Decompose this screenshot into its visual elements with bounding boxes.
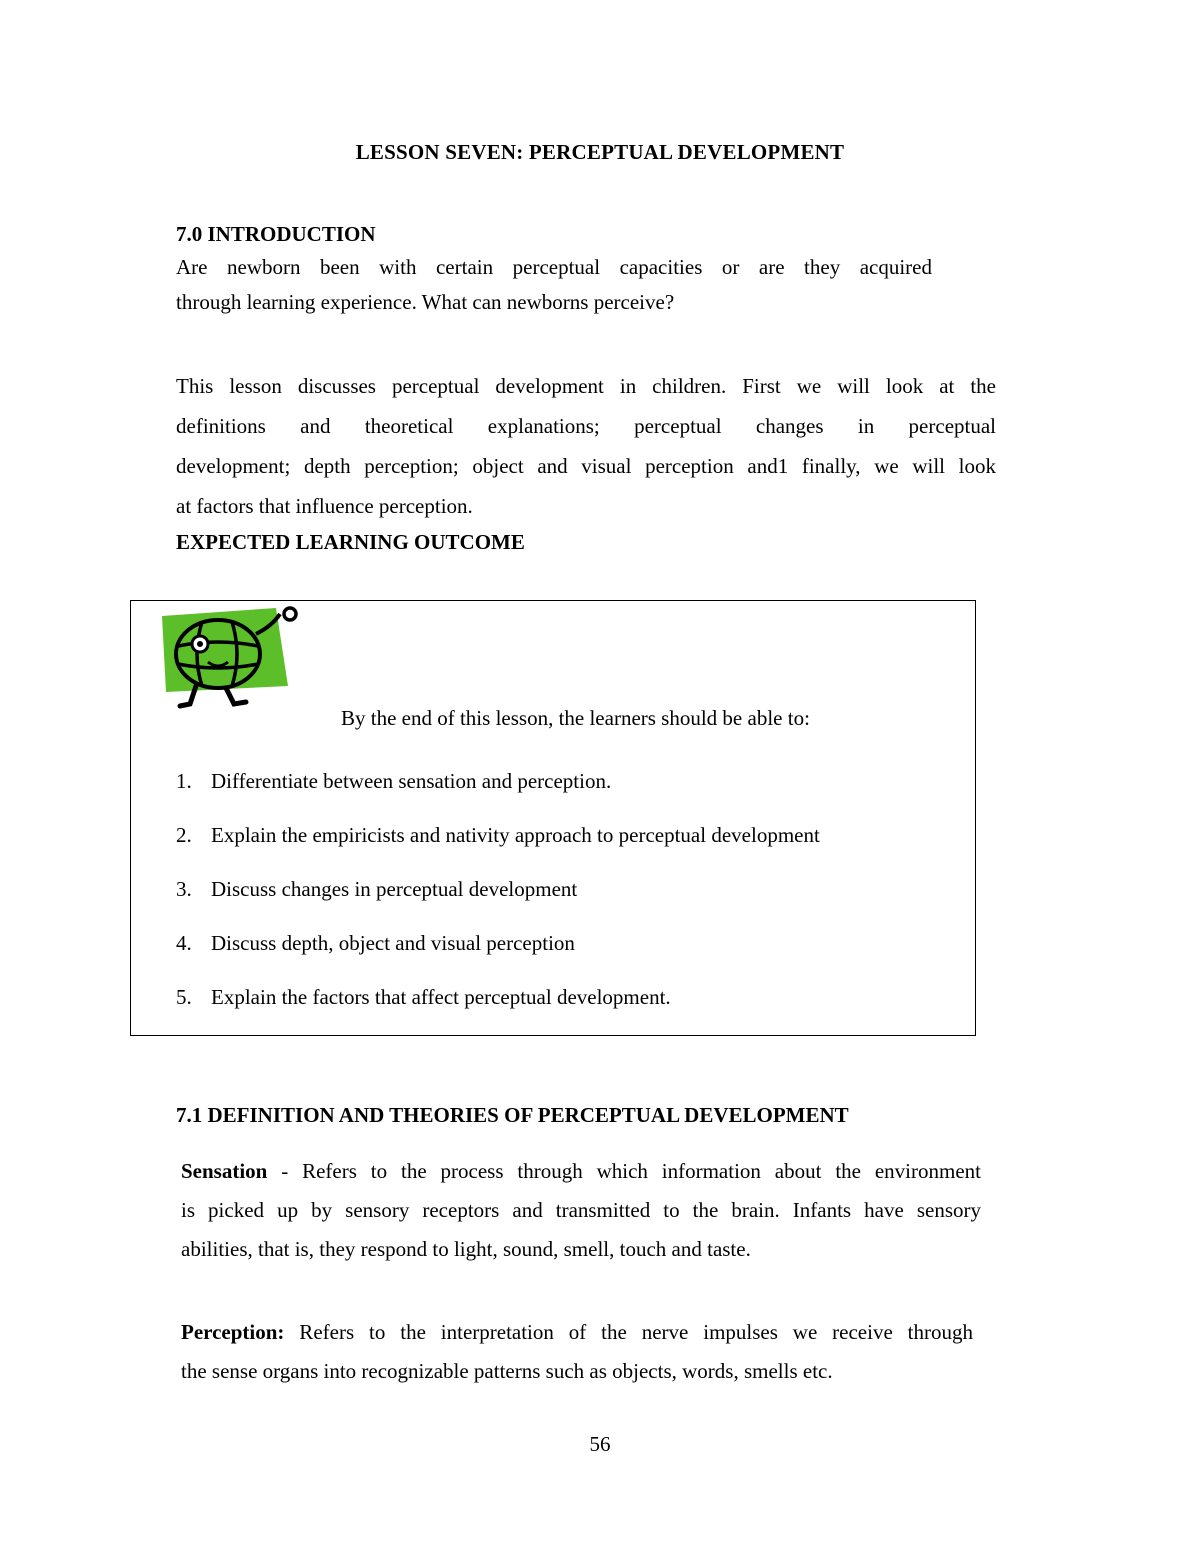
list-item [176,926,820,980]
list-text: Discuss changes in perceptual development [211,877,578,901]
sensation-line-3: abilities, that is, they respond to light, sound, smell, touch and taste. [181,1237,751,1261]
outcome-lead: By the end of this lesson, the learners should be able to: [341,706,810,730]
list-number: 1. [176,769,192,793]
list-item [176,818,820,872]
perception-line-2: the sense organs into recognizable patterns such as objects, words, smells etc. [181,1359,833,1383]
globe-character-icon [156,604,306,714]
list-text: Discuss depth, object and visual perception [211,931,575,955]
list-item [176,980,820,1034]
intro-heading: 7.0 INTRODUCTION [176,222,376,246]
list-number: 3. [176,877,192,901]
list-number: 4. [176,931,192,955]
intro-question [176,250,932,320]
lesson-overview-line-2: definitions and theoretical explanations; perceptual changes in perceptual [176,414,996,438]
outcome-heading: EXPECTED LEARNING OUTCOME [176,530,525,554]
perception-line-1: Refers to the interpretation of the nerve impulses we receive through [284,1320,973,1344]
list-number: 2. [176,823,192,847]
outcome-list [176,764,820,1034]
intro-question-line-1: Are newborn been with certain perceptual capacities or are they acquired [176,255,932,279]
intro-question-line-2: through learning experience. What can newborns perceive? [176,290,675,314]
list-text: Differentiate between sensation and perception. [211,769,612,793]
lesson-overview-line-1: This lesson discusses perceptual development in children. First we will look at the [176,374,996,398]
lesson-overview-line-3: development; depth perception; object and visual perception and1 finally, we will look [176,454,996,478]
list-item [176,872,820,926]
perception-term: Perception: [181,1320,285,1344]
sensation-term: Sensation [181,1159,268,1183]
list-number: 5. [176,985,192,1009]
section-heading: 7.1 DEFINITION AND THEORIES OF PERCEPTUAL DEVELOPMENT [176,1103,849,1127]
list-text: Explain the factors that affect perceptual development. [211,985,671,1009]
lesson-overview-line-4: at factors that influence perception. [176,494,473,518]
list-text: Explain the empiricists and nativity approach to perceptual development [211,823,820,847]
lesson-overview [176,366,996,526]
sensation-line-1: - Refers to the process through which information about the environment [267,1159,981,1183]
page-number: 56 [589,1432,611,1456]
sensation-line-2: is picked up by sensory receptors and transmitted to the brain. Infants have sensory [181,1198,981,1222]
list-item [176,764,820,818]
lesson-title: LESSON SEVEN: PERCEPTUAL DEVELOPMENT [355,140,845,164]
perception-definition [181,1313,973,1391]
sensation-definition [181,1152,981,1269]
